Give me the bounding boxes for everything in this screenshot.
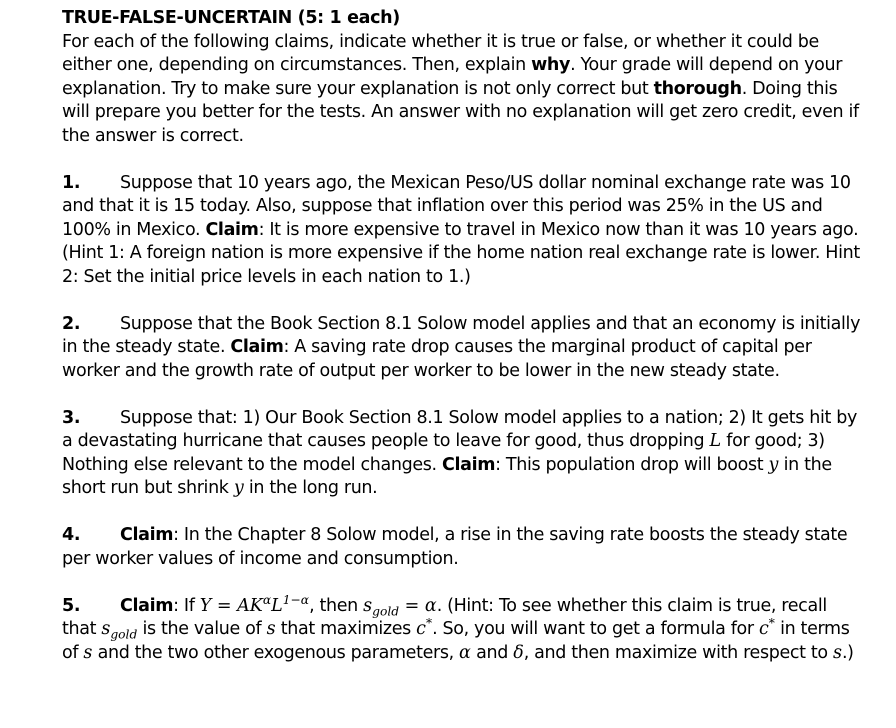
math-variable-s: s [83, 642, 93, 663]
question-4 [62, 524, 862, 571]
hint-text: , and then maximize with respect to [523, 642, 833, 663]
claim-label: Claim [120, 525, 174, 545]
question-text: for good; 3) Nothing else relevant to the model changes. [62, 431, 825, 475]
question-text: Suppose that: 1) Our Book Section 8.1 Solow model applies to a nation; 2) It gets hit by a devastating hurricane that causes people to leave for good, thus dropping [62, 407, 858, 451]
math-parameter-alpha: α [459, 642, 471, 663]
golden-rule-saving-rate: $s_{gold}$ [101, 619, 138, 642]
question-1 [62, 172, 862, 290]
question-text: Suppose that the Book Section 8.1 Solow model applies and that an economy is initially in the steady state. [62, 313, 861, 357]
instructions-text-2: . Your grade will depend on your explanation. Try to make sure your explanation is not only correct but [62, 55, 843, 99]
hint-text: that maximizes [275, 619, 417, 639]
claim-label: Claim [230, 337, 284, 357]
steady-state-consumption: c* [416, 616, 433, 639]
math-parameter-delta: δ [513, 642, 524, 663]
steady-state-consumption: c* [758, 616, 775, 639]
instructions-paragraph [62, 31, 862, 149]
golden-rule-saving-rate: $s_{gold}$ [363, 595, 400, 618]
claim-text: : It is more expensive to travel in Mexico now than it was 10 years ago. (Hint 1: A foreign nation is more expensive if the home nation real exchange rate is lower. Hint 2: Set the initial price levels in each nation to 1.) [62, 219, 860, 287]
hint-text: and [470, 642, 514, 663]
hint-text: in terms of [62, 619, 850, 663]
claim-text: in the short run but shrink [62, 454, 832, 498]
question-5 [62, 592, 862, 666]
question-2 [62, 313, 862, 384]
question-3 [62, 407, 862, 501]
hint-text: . (Hint: To see whether this claim is true, recall that [62, 595, 827, 639]
claim-text: in the long run. [243, 478, 378, 498]
hint-text: is the value of [137, 619, 267, 639]
claim-label: Claim [205, 219, 259, 240]
math-variable-y: y [233, 478, 244, 498]
math-variable-s: s [266, 619, 276, 639]
hint-text: .) [841, 642, 854, 663]
instructions-text-1: For each of the following claims, indicate whether it is true or false, or whether it could be either one, depending on circumstances. Then, explain [62, 31, 819, 75]
math-variable-s: s [832, 642, 842, 663]
claim-text: , then [309, 595, 364, 616]
hint-text: and the two other exogenous parameters, [92, 642, 460, 663]
claim-text: : A saving rate drop causes the marginal product of capital per worker and the growth rate of output per worker to be lower in the new steady state. [62, 337, 812, 381]
question-number: 5. [62, 595, 81, 616]
math-variable-L: L [709, 431, 722, 451]
claim-text: : This population drop will boost [495, 454, 769, 475]
equals-alpha: = α [399, 595, 437, 616]
section-title: TRUE-FALSE-UNCERTAIN (5: 1 each) [62, 8, 400, 28]
production-function: $Y = AK^\alpha L^{1-\alpha}$ [199, 592, 310, 616]
instructions-emphasis-why: why [531, 55, 571, 75]
instructions-emphasis-thorough: thorough [653, 78, 742, 99]
document-page [62, 7, 862, 665]
claim-text: : In the Chapter 8 Solow model, a rise in the saving rate boosts the steady state per worker values of income and consumption. [62, 525, 848, 569]
question-number: 3. [62, 407, 81, 428]
claim-text: : If [173, 595, 200, 616]
claim-label: Claim [441, 454, 496, 475]
claim-label: Claim [120, 595, 174, 616]
question-number: 2. [62, 313, 81, 334]
hint-text: . So, you will want to get a formula for [432, 619, 759, 639]
instructions-text-3: . Doing this will prepare you better for the tests. An answer with no explanation will get zero credit, even if the answer is correct. [62, 78, 859, 146]
question-number: 4. [62, 525, 81, 545]
question-text: Suppose that 10 years ago, the Mexican Peso/US dollar nominal exchange rate was 10 and that it is 15 today. Also, suppose that inflation over this period was 25% in the US and 100% in Mexico. [62, 172, 851, 240]
math-variable-y: y [768, 454, 779, 475]
question-number: 1. [62, 172, 81, 193]
